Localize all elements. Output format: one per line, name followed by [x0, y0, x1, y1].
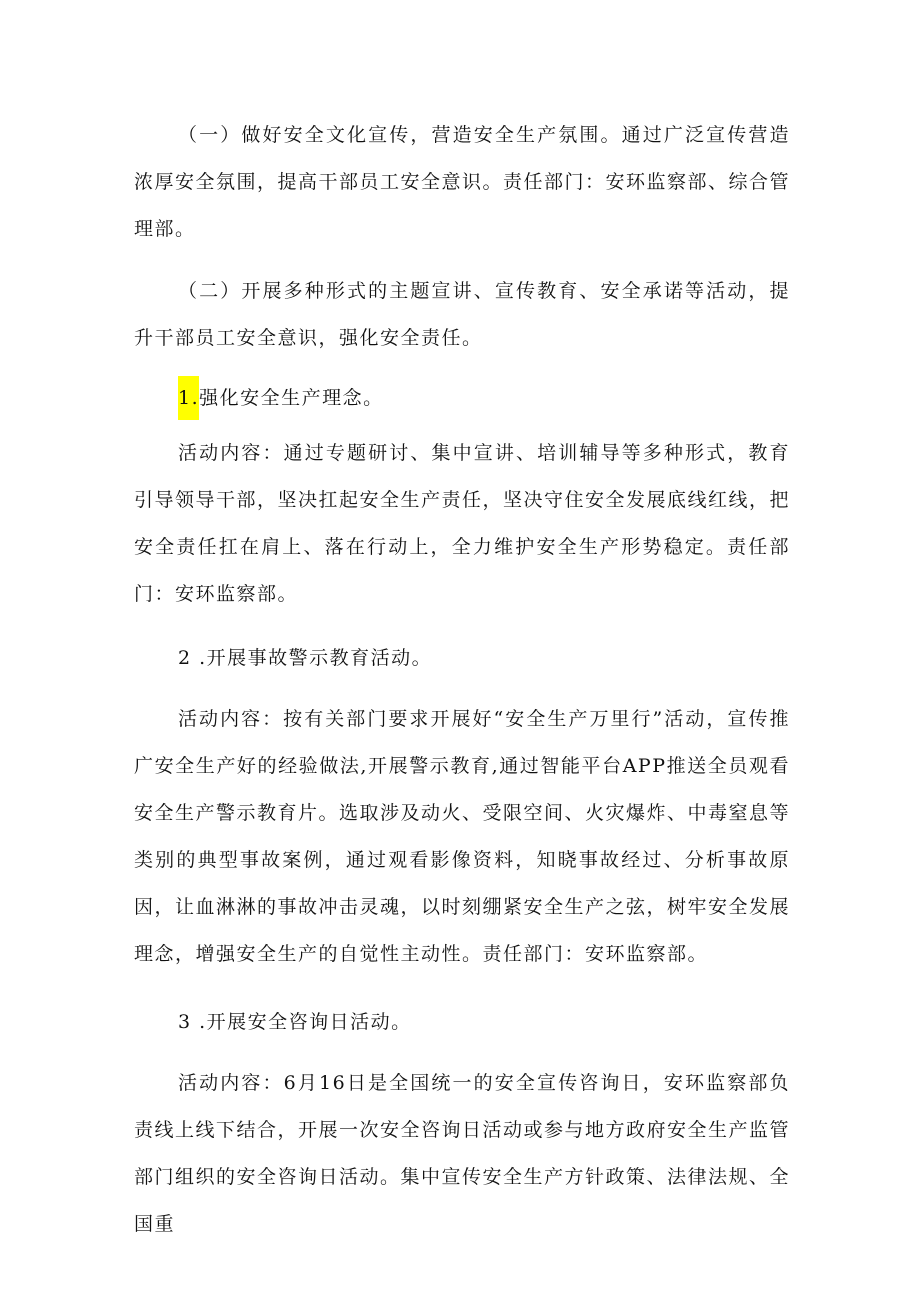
item-2-content: 活动内容：按有关部门要求开展好“安全生产万里行”活动，宣传推广安全生产好的经验做法,开展警示教育,通过智能平台APP推送全员观看安全生产警示教育片。选取涉及动火、受限空间、火灾爆炸、中毒窒息等类别的典型事故案例，通过观看影像资料，知晓事故经过、分析事故原因，让血淋淋的事故冲击灵魂，以时刻绷紧安全生产之弦，树牢安全发展理念，增强安全生产的自觉性主动性。责任部门：安环监察部。 [134, 708, 791, 965]
paragraph-2: （二）开展多种形式的主题宣讲、宣传教育、安全承诺等活动，提升干部员工安全意识，强化安全责任。 [134, 280, 790, 349]
item-1-title: 强化安全生产理念。 [199, 387, 384, 409]
item-3-heading: 3 .开展安全咨询日活动。 [178, 1011, 412, 1033]
item-1-content: 活动内容：通过专题研讨、集中宣讲、培训辅导等多种形式，教育引导领导干部，坚决扛起安全生产责任，坚决守住安全发展底线红线，把安全责任扛在肩上、落在行动上，全力维护安全生产形势稳定。责任部门：安环监察部。 [134, 442, 791, 605]
item-2-heading: 2 .开展事故警示教育活动。 [178, 647, 433, 669]
item-1-heading [178, 376, 384, 420]
highlighted-number: 1. [178, 376, 199, 420]
paragraph-1: （一）做好安全文化宣传，营造安全生产氛围。通过广泛宣传营造浓厚安全氛围，提高干部员工安全意识。责任部门：安环监察部、综合管理部。 [134, 124, 791, 240]
item-3-content: 活动内容：6月16日是全国统一的安全宣传咨询日，安环监察部负责线上线下结合，开展一次安全咨询日活动或参与地方政府安全生产监管部门组织的安全咨询日活动。集中宣传安全生产方针政策、法律法规、全国重 [134, 1072, 791, 1235]
